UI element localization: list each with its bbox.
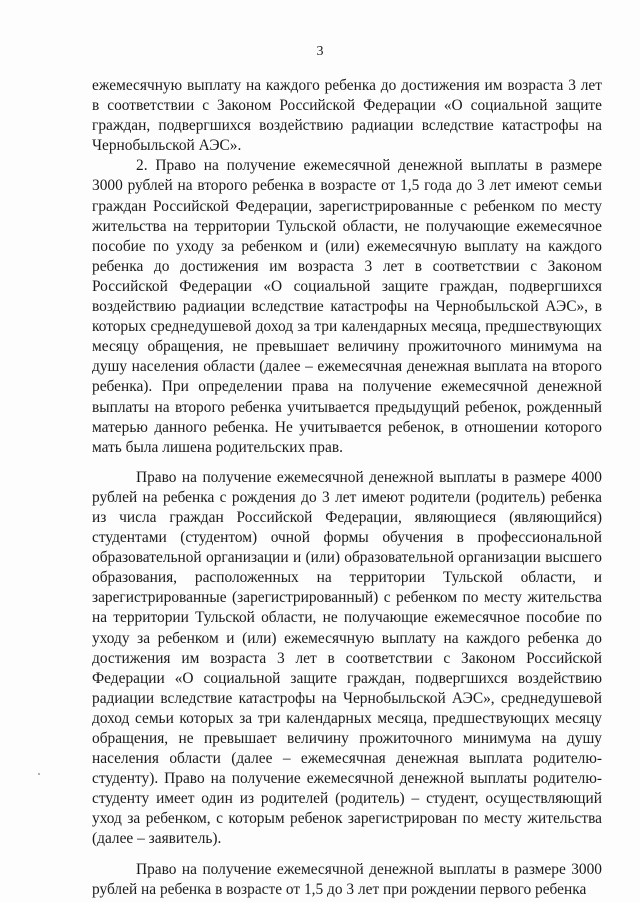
paragraph-spacer [92,458,602,468]
paragraph-spacer [92,850,602,860]
document-body [92,76,602,900]
paragraph-first-child-payment: Право на получение ежемесячной денежной выплаты в размере 3000 рублей на ребенка в возрасте от 1,5 до 3 лет при рождении первого ребенка [92,860,602,898]
page-number: 3 [316,44,324,59]
paragraph-continuation: ежемесячную выплату на каждого ребенка до достижения им возраста 3 лет в соответствии с Законом Российской Федерации «О социальной защите граждан, подвергшихся воздействию радиации вследствие катастрофы на Чернобыльской АЭС». [92,77,602,155]
paragraph-student-parent-payment: Право на получение ежемесячной денежной выплаты в размере 4000 рублей на ребенка с рождения до 3 лет имеют родители (родитель) ребенка из числа граждан Российской Федерации, являющиеся (являющийся) студентами (студентом) очной формы обучения в профессиональной образовательной организации и (или) образовательной организации высшего образования, расположенных на территории Тульской области, и зарегистрированные (зарегистрированный) с ребенком по месту жительства на территории Тульской области, не получающие ежемесячное пособие по уходу за ребенком и (или) ежемесячную выплату на каждого ребенка до достижения им возраста 3 лет в соответствии с Законом Российской Федерации «О социальной защите граждан, подвергшихся воздействию радиации вследствие катастрофы на Чернобыльской АЭС», среднедушевой доход семьи которых за три календарных месяца, предшествующих месяцу обращения, не превышает величину прожиточного минимума на душу населения области (далее – ежемесячная денежная выплата родителю-студенту). Право на получение ежемесячной денежной выплаты родителю-студенту имеет один из родителей (родитель) – студент, осуществляющий уход за ребенком, с которым ребенок зарегистрирован по месту жительства (далее – заявитель). [92,468,602,848]
paragraph-second-child-payment: 2. Право на получение ежемесячной денежной выплаты в размере 3000 рублей на второго ребенка в возрасте от 1,5 года до 3 лет имеют семьи граждан Российской Федерации, зарегистрированные с ребенком по месту жительства на территории Тульской области, не получающие ежемесячное пособие по уходу за ребенком и (или) ежемесячную выплату на каждого ребенка до достижения им возраста 3 лет в соответствии с Законом Российской Федерации «О социальной защите граждан, подвергшихся воздействию радиации вследствие катастрофы на Чернобыльской АЭС», в которых среднедушевой доход за три календарных месяца, предшествующих месяцу обращения, не превышает величину прожиточного минимума на душу населения области (далее – ежемесячная денежная выплата на второго ребенка). При определении права на получение ежемесячной денежной выплаты на второго ребенка учитывается предыдущий ребенок, рожденный матерью данного ребенка. Не учитывается ребенок, в отношении которого мать была лишена родительских прав. [92,157,602,456]
scan-speck [38,773,40,775]
